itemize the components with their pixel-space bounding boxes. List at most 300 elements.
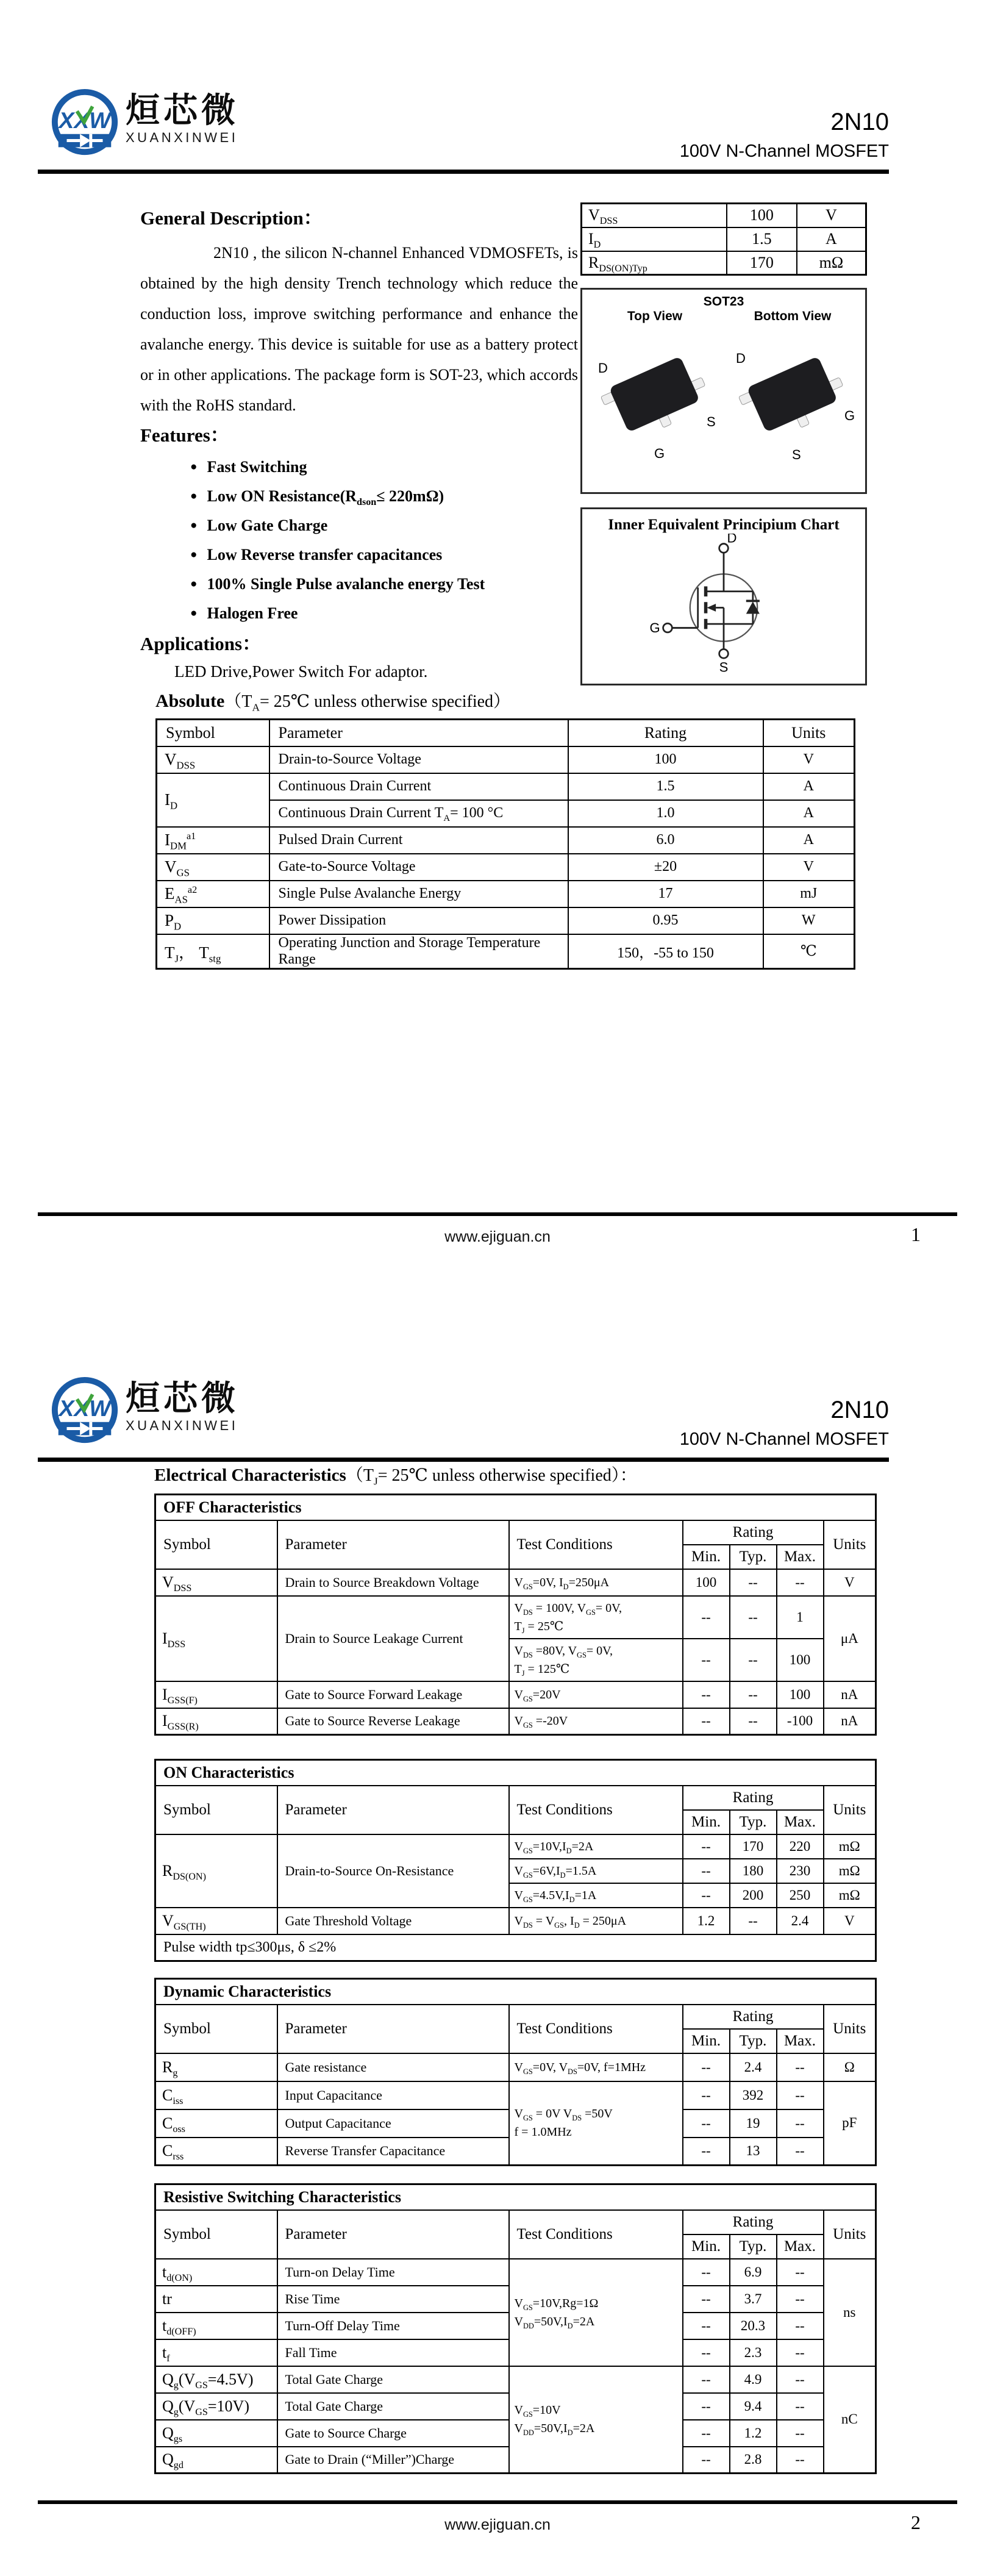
feature-label: Low Gate Charge <box>207 517 328 534</box>
pin-label-g: G <box>649 620 660 635</box>
min-cell: -- <box>683 1859 730 1883</box>
min-cell: -- <box>683 2081 730 2109</box>
table-row <box>155 1908 876 1934</box>
features-title: Features： <box>140 424 229 446</box>
test-conditions-cell: $V_{DS} = 100V$, $V_{GS}= 0V$, $T_J$ = 25℃ <box>509 1596 683 1639</box>
test-conditions-cell: $V_{GS}=10V$ $V_{DD}=50V,I_D=2A$ <box>509 2366 683 2474</box>
page1-right-column <box>580 202 867 685</box>
symbol-cell: $V_{GS}$ <box>157 854 269 881</box>
typ-cell: 170 <box>730 1834 777 1859</box>
units-header: Units <box>824 2210 876 2259</box>
min-cell: -- <box>683 2138 730 2166</box>
min-cell: -- <box>683 1681 730 1708</box>
symbol-cell: $V_{DSS}$ <box>155 1569 277 1596</box>
test-conditions-cell: $V_{GS}=0V$, $I_D=250\mu A$ <box>509 1569 683 1596</box>
part-number: 2N10 <box>830 109 889 135</box>
page-header <box>38 1372 889 1459</box>
max-cell: -- <box>777 2420 824 2447</box>
absolute-title: Absolute <box>155 691 225 711</box>
max-header: Max. <box>777 2029 824 2053</box>
feature-item <box>190 540 578 570</box>
test-conditions-cell: $V_{GS}=20V$ <box>509 1681 683 1708</box>
rating-header: Rating <box>568 720 763 746</box>
typ-cell: 20.3 <box>730 2313 777 2339</box>
parameter-cell: Turn-on Delay Time <box>277 2259 509 2286</box>
bullet-icon: ● <box>190 578 198 590</box>
test-conditions-cell: $V_{GS} =-20V$ <box>509 1708 683 1735</box>
symbol-cell: $V_{GS(TH)}$ <box>155 1908 277 1934</box>
typ-cell: 19 <box>730 2109 777 2138</box>
max-cell: -- <box>777 2259 824 2286</box>
typ-cell: 13 <box>730 2138 777 2166</box>
feature-item <box>190 453 578 482</box>
electrical-title: Electrical Characteristics <box>154 1465 346 1485</box>
section-row <box>155 1495 876 1520</box>
absolute-ratings-section <box>155 688 854 970</box>
pulse-width-note: Pulse width tp≤300μs, δ ≤2% <box>155 1934 876 1961</box>
feature-item <box>190 570 578 599</box>
package-name: SOT23 <box>703 295 744 309</box>
section-row <box>155 1760 876 1786</box>
min-cell: -- <box>683 2313 730 2339</box>
table-row <box>157 881 855 907</box>
min-cell: -- <box>683 1834 730 1859</box>
part-subtitle: 100V N-Channel MOSFET <box>679 141 889 161</box>
max-cell: 220 <box>777 1834 824 1859</box>
parameter-cell: Drain to Source Breakdown Voltage <box>277 1569 509 1596</box>
parameter-cell: Power Dissipation <box>269 907 568 934</box>
top-view-label: Top View <box>627 309 683 323</box>
parameter-cell: Gate resistance <box>277 2053 509 2081</box>
max-cell: -- <box>777 2138 824 2166</box>
units-cell: A <box>763 773 855 800</box>
max-cell: 100 <box>777 1681 824 1708</box>
feature-item <box>190 599 578 628</box>
parameter-header: Parameter <box>277 1520 509 1569</box>
units-cell: ns <box>824 2259 876 2366</box>
symbol-header: Symbol <box>157 720 269 746</box>
parameter-cell: Turn-Off Delay Time <box>277 2313 509 2339</box>
parameter-header: Parameter <box>277 1786 509 1834</box>
table-row <box>155 1708 876 1735</box>
brand-name-cn: 烜芯微 <box>126 1379 239 1417</box>
value-cell: 100 <box>727 204 797 227</box>
feature-item <box>190 511 578 540</box>
parameter-cell: Gate-to-Source Voltage <box>269 854 568 881</box>
symbol-cell: $t_{d(OFF)}$ <box>155 2313 277 2339</box>
parameter-cell: Reverse Transfer Capacitance <box>277 2138 509 2166</box>
parameter-cell: Gate to Drain (“Miller”)Charge <box>277 2447 509 2474</box>
units-cell: pF <box>824 2081 876 2166</box>
parameter-cell: Continuous Drain Current <box>269 773 568 800</box>
feature-label: Halogen Free <box>207 604 298 622</box>
symbol-cell: $Q_g(V_{GS}=10V)$ <box>155 2393 277 2420</box>
units-cell: mΩ <box>797 251 866 275</box>
units-cell: ℃ <box>763 934 855 969</box>
absolute-ratings-heading <box>155 688 854 712</box>
typ-cell: 3.7 <box>730 2286 777 2313</box>
table-row <box>582 204 866 227</box>
max-cell: 1 <box>777 1596 824 1639</box>
typ-cell: -- <box>730 1908 777 1934</box>
symbol-header: Symbol <box>155 1786 277 1834</box>
table-header-row <box>155 2210 876 2234</box>
max-cell: -- <box>777 2313 824 2339</box>
symbol-cell: $C_{rss}$ <box>155 2138 277 2166</box>
min-cell: -- <box>683 2053 730 2081</box>
min-cell: -- <box>683 1596 730 1639</box>
min-cell: -- <box>683 2366 730 2393</box>
package-views <box>582 309 865 472</box>
units-cell: nA <box>824 1681 876 1708</box>
feature-label: Fast Switching <box>207 458 307 476</box>
typ-cell: 392 <box>730 2081 777 2109</box>
table-row <box>155 1596 876 1639</box>
electrical-condition: （$T_J=$ 25℃ unless otherwise specified）： <box>346 1466 637 1487</box>
parameter-header: Parameter <box>277 2210 509 2259</box>
symbol-cell: $I_{DSS}$ <box>155 1596 277 1681</box>
symbol-cell: $R_g$ <box>155 2053 277 2081</box>
mosfet-symbol-icon <box>632 534 815 674</box>
on-characteristics-table <box>154 1759 877 1962</box>
pin-label-g: G <box>654 446 665 461</box>
max-cell: -- <box>777 2081 824 2109</box>
min-cell: -- <box>683 1708 730 1735</box>
parameter-cell: Single Pulse Avalanche Energy <box>269 881 568 907</box>
max-cell: -- <box>777 2053 824 2081</box>
typ-cell: 200 <box>730 1883 777 1908</box>
typ-cell: -- <box>730 1681 777 1708</box>
units-cell: V <box>824 1908 876 1934</box>
symbol-cell: $P_D$ <box>157 907 269 934</box>
rating-cell: ±20 <box>568 854 763 881</box>
typ-cell: -- <box>730 1639 777 1681</box>
parameter-cell: Output Capacitance <box>277 2109 509 2138</box>
max-cell: -- <box>777 1569 824 1596</box>
parameter-cell: Gate to Source Forward Leakage <box>277 1681 509 1708</box>
section-row <box>155 2184 876 2210</box>
symbol-cell: $C_{iss}$ <box>155 2081 277 2109</box>
min-header: Min. <box>683 2234 730 2259</box>
table-row <box>157 907 855 934</box>
parameter-header: Parameter <box>277 2005 509 2053</box>
units-cell: V <box>763 854 855 881</box>
logo-mark-icon <box>49 84 121 162</box>
test-conditions-header: Test Conditions <box>509 1520 683 1569</box>
symbol-cell: $E_{AS}^{a2}$ <box>157 881 269 907</box>
max-header: Max. <box>777 1545 824 1569</box>
typ-cell: 1.2 <box>730 2420 777 2447</box>
equivalent-circuit-title: Inner Equivalent Principium Chart <box>608 517 840 533</box>
bullet-icon: ● <box>190 460 198 473</box>
part-number: 2N10 <box>830 1397 889 1423</box>
test-conditions-header: Test Conditions <box>509 2005 683 2053</box>
parameter-header: Parameter <box>269 720 568 746</box>
typ-cell: 6.9 <box>730 2259 777 2286</box>
rating-cell: 1.5 <box>568 773 763 800</box>
brand-text <box>126 84 239 146</box>
section-title: Dynamic Characteristics <box>155 1979 876 2005</box>
pin-label-g: G <box>844 408 855 423</box>
pin-label-s: S <box>706 414 716 429</box>
table-row <box>157 934 855 969</box>
units-header: Units <box>763 720 855 746</box>
symbol-cell: $T_J$， $T_{stg}$ <box>157 934 269 969</box>
parameter-cell: Gate Threshold Voltage <box>277 1908 509 1934</box>
units-header: Units <box>824 1786 876 1834</box>
test-conditions-cell: $V_{DS} = V_{GS}$, $I_D = 250\mu A$ <box>509 1908 683 1934</box>
test-conditions-cell: $V_{DS} =80V$, $V_{GS}= 0V$, $T_J$ = 125℃ <box>509 1639 683 1681</box>
table-row <box>582 251 866 275</box>
title-block <box>680 109 889 162</box>
max-cell: -- <box>777 2366 824 2393</box>
rating-cell: 150，-55 to 150 <box>568 934 763 969</box>
table-row <box>155 2053 876 2081</box>
typ-cell: 180 <box>730 1859 777 1883</box>
value-cell: 170 <box>727 251 797 275</box>
parameter-cell: Continuous Drain Current $T_A= 100$ °C <box>269 800 568 827</box>
min-cell: -- <box>683 2109 730 2138</box>
units-cell: V <box>797 204 866 227</box>
min-cell: -- <box>683 2447 730 2474</box>
units-cell: mΩ <box>824 1834 876 1859</box>
table-row <box>155 2366 876 2393</box>
dynamic-characteristics-table <box>154 1978 877 2166</box>
sot23-top-view-drawing <box>590 324 721 469</box>
typ-cell: 2.8 <box>730 2447 777 2474</box>
max-cell: -- <box>777 2339 824 2366</box>
electrical-characteristics-heading <box>154 1462 875 1486</box>
brand-text <box>126 1372 239 1434</box>
symbol-cell: $I_{GSS(R)}$ <box>155 1708 277 1735</box>
typ-cell: 2.4 <box>730 2053 777 2081</box>
parameter-cell: Gate to Source Reverse Leakage <box>277 1708 509 1735</box>
min-cell: -- <box>683 2420 730 2447</box>
bullet-icon: ● <box>190 490 198 503</box>
units-cell: μA <box>824 1596 876 1681</box>
max-cell: -- <box>777 2109 824 2138</box>
brand-name-en: XUANXINWEI <box>126 1417 238 1433</box>
test-conditions-cell: $V_{GS}=10V,Rg=1\Omega$ $V_{DD}=50V,I_D=2A$ <box>509 2259 683 2366</box>
symbol-cell: $I_{GSS(F)}$ <box>155 1681 277 1708</box>
max-cell: -- <box>777 2286 824 2313</box>
symbol-cell: $t_{d(ON)}$ <box>155 2259 277 2286</box>
test-conditions-header: Test Conditions <box>509 2210 683 2259</box>
max-header: Max. <box>777 1810 824 1834</box>
symbol-cell: $t_f$ <box>155 2339 277 2366</box>
min-cell: 100 <box>683 1569 730 1596</box>
units-cell: W <box>763 907 855 934</box>
units-cell: A <box>797 227 866 251</box>
pin-label-d: D <box>735 351 746 366</box>
section-title: OFF Characteristics <box>155 1495 876 1520</box>
typ-cell: 9.4 <box>730 2393 777 2420</box>
units-cell: Ω <box>824 2053 876 2081</box>
typ-cell: -- <box>730 1569 777 1596</box>
section-title: ON Characteristics <box>155 1760 876 1786</box>
symbol-cell: tr <box>155 2286 277 2313</box>
symbol-cell: $R_{DS(ON)}$ <box>155 1834 277 1908</box>
section-title: Resistive Switching Characteristics <box>155 2184 876 2210</box>
table-row <box>155 2259 876 2286</box>
rating-cell: 6.0 <box>568 827 763 854</box>
symbol-cell: $I_D$ <box>582 227 727 251</box>
feature-label: 100% Single Pulse avalanche energy Test <box>207 575 485 593</box>
absolute-condition: （$T_A=$ 25℃ unless otherwise specified） <box>224 692 511 714</box>
test-conditions-cell: $V_{GS}=4.5V,I_D=1A$ <box>509 1883 683 1908</box>
table-row <box>582 227 866 251</box>
package-diagram-box <box>580 288 867 494</box>
part-subtitle: 100V N-Channel MOSFET <box>679 1429 889 1449</box>
max-cell: -100 <box>777 1708 824 1735</box>
rating-header: Rating <box>683 1786 824 1810</box>
brand-logo <box>49 84 239 162</box>
parameter-cell: Fall Time <box>277 2339 509 2366</box>
page-header <box>38 84 889 171</box>
min-cell: -- <box>683 2286 730 2313</box>
footer-rule <box>38 2500 957 2504</box>
table-row <box>155 1681 876 1708</box>
logo-monogram: XXW <box>59 107 111 133</box>
typ-header: Typ. <box>730 2234 777 2259</box>
switching-characteristics-table <box>154 2183 877 2474</box>
units-header: Units <box>824 1520 876 1569</box>
units-cell: nC <box>824 2366 876 2474</box>
min-cell: -- <box>683 2339 730 2366</box>
feature-label: Low ON $Resistance(R_{dson}\le 220m\Omega)$ <box>207 487 444 508</box>
rating-header: Rating <box>683 2005 824 2029</box>
table-row <box>157 854 855 881</box>
min-cell: -- <box>683 1883 730 1908</box>
max-cell: 2.4 <box>777 1908 824 1934</box>
bullet-icon: ● <box>190 548 198 561</box>
min-header: Min. <box>683 2029 730 2053</box>
parameter-cell: Gate to Source Charge <box>277 2420 509 2447</box>
title-block <box>680 1397 889 1450</box>
test-conditions-cell: $V_{GS}=10V,I_D=2A$ <box>509 1834 683 1859</box>
rating-cell: 100 <box>568 746 763 773</box>
parameter-cell: Total Gate Charge <box>277 2366 509 2393</box>
applications-body: LED Drive,Power Switch For adaptor. <box>174 662 428 681</box>
max-cell: -- <box>777 2393 824 2420</box>
footer-website: www.ejiguan.cn <box>444 2516 551 2533</box>
pin-label-d: D <box>597 360 608 376</box>
pin-label-s: S <box>791 447 801 462</box>
symbol-cell: $V_{DSS}$ <box>582 204 727 227</box>
pin-label-d: D <box>727 534 737 546</box>
datasheet-page-2 <box>0 1288 995 2576</box>
brand-name-en: XUANXINWEI <box>126 129 238 145</box>
table-header-row <box>157 720 855 746</box>
absolute-ratings-table <box>155 718 855 970</box>
bullet-icon: ● <box>190 519 198 532</box>
pin-label-s: S <box>719 659 729 674</box>
symbol-cell: $Q_{gs}$ <box>155 2420 277 2447</box>
parameter-cell: Drain-to-Source On-Resistance <box>277 1834 509 1908</box>
typ-cell: 2.3 <box>730 2339 777 2366</box>
test-conditions-cell: $V_{GS} = 0V$ $V_{DS} =50V$ f = 1.0MHz <box>509 2081 683 2166</box>
table-row <box>157 773 855 800</box>
min-cell: -- <box>683 2259 730 2286</box>
units-cell: A <box>763 800 855 827</box>
rating-cell: 17 <box>568 881 763 907</box>
parameter-cell: Pulsed Drain Current <box>269 827 568 854</box>
table-header-row <box>155 1520 876 1545</box>
applications-title: Applications： <box>140 633 262 654</box>
equivalent-circuit-box <box>580 507 867 685</box>
symbol-cell: $Q_g(V_{GS}=4.5V)$ <box>155 2366 277 2393</box>
page1-left-column <box>140 206 578 682</box>
bottom-view-label: Bottom View <box>754 309 832 323</box>
off-characteristics-table <box>154 1494 877 1736</box>
brand-logo <box>49 1372 239 1450</box>
min-header: Min. <box>683 1545 730 1569</box>
general-description-body: 2N10 , the silicon N-channel Enhanced VDMOSFETs, is obtained by the high density Trench technology which reduce the conduction loss, improve switching performance and enhance the avalanche energy. This device is suitable for use as a battery protect or in other applications. The package form is SOT-23, which accords with the RoHS standard. <box>140 244 578 414</box>
table-row <box>155 1834 876 1859</box>
electrical-characteristics-section <box>154 1462 875 2474</box>
min-cell: 1.2 <box>683 1908 730 1934</box>
max-cell: 250 <box>777 1883 824 1908</box>
typ-header: Typ. <box>730 2029 777 2053</box>
symbol-cell: $I_D$ <box>157 773 269 827</box>
footer-website: www.ejiguan.cn <box>444 1228 551 1245</box>
key-specs-table <box>580 202 867 276</box>
symbol-cell: $V_{DSS}$ <box>157 746 269 773</box>
section-row <box>155 1979 876 2005</box>
sot23-bottom-view-drawing <box>727 324 858 469</box>
bullet-icon: ● <box>190 607 198 620</box>
typ-header: Typ. <box>730 1545 777 1569</box>
table-header-row <box>155 2005 876 2029</box>
parameter-cell: Operating Junction and Storage Temperature Range <box>269 934 568 969</box>
max-header: Max. <box>777 2234 824 2259</box>
units-cell: V <box>824 1569 876 1596</box>
max-cell: 100 <box>777 1639 824 1681</box>
table-row <box>155 2081 876 2109</box>
table-row <box>155 1569 876 1596</box>
units-cell: mJ <box>763 881 855 907</box>
table-row <box>157 746 855 773</box>
symbol-cell: $C_{oss}$ <box>155 2109 277 2138</box>
units-cell: mΩ <box>824 1883 876 1908</box>
symbol-cell: $Q_{gd}$ <box>155 2447 277 2474</box>
units-header: Units <box>824 2005 876 2053</box>
parameter-cell: Drain-to-Source Voltage <box>269 746 568 773</box>
max-cell: -- <box>777 2447 824 2474</box>
symbol-header: Symbol <box>155 1520 277 1569</box>
units-cell: nA <box>824 1708 876 1735</box>
parameter-cell: Input Capacitance <box>277 2081 509 2109</box>
parameter-cell: Rise Time <box>277 2286 509 2313</box>
table-note-row <box>155 1934 876 1961</box>
logo-mark-icon <box>49 1372 121 1450</box>
page-number: 1 <box>911 1223 921 1245</box>
test-conditions-cell: $V_{GS}=0V$, $V_{DS}=0V$, f=1MHz <box>509 2053 683 2081</box>
header-rule <box>38 170 889 174</box>
rating-header: Rating <box>683 2210 824 2234</box>
test-conditions-header: Test Conditions <box>509 1786 683 1834</box>
rating-cell: 0.95 <box>568 907 763 934</box>
typ-cell: -- <box>730 1596 777 1639</box>
symbol-cell: $I_{DM}^{a1}$ <box>157 827 269 854</box>
units-cell: mΩ <box>824 1859 876 1883</box>
min-cell: -- <box>683 1639 730 1681</box>
min-cell: -- <box>683 2393 730 2420</box>
footer-rule <box>38 1212 957 1216</box>
min-header: Min. <box>683 1810 730 1834</box>
typ-cell: 4.9 <box>730 2366 777 2393</box>
table-header-row <box>155 1786 876 1810</box>
